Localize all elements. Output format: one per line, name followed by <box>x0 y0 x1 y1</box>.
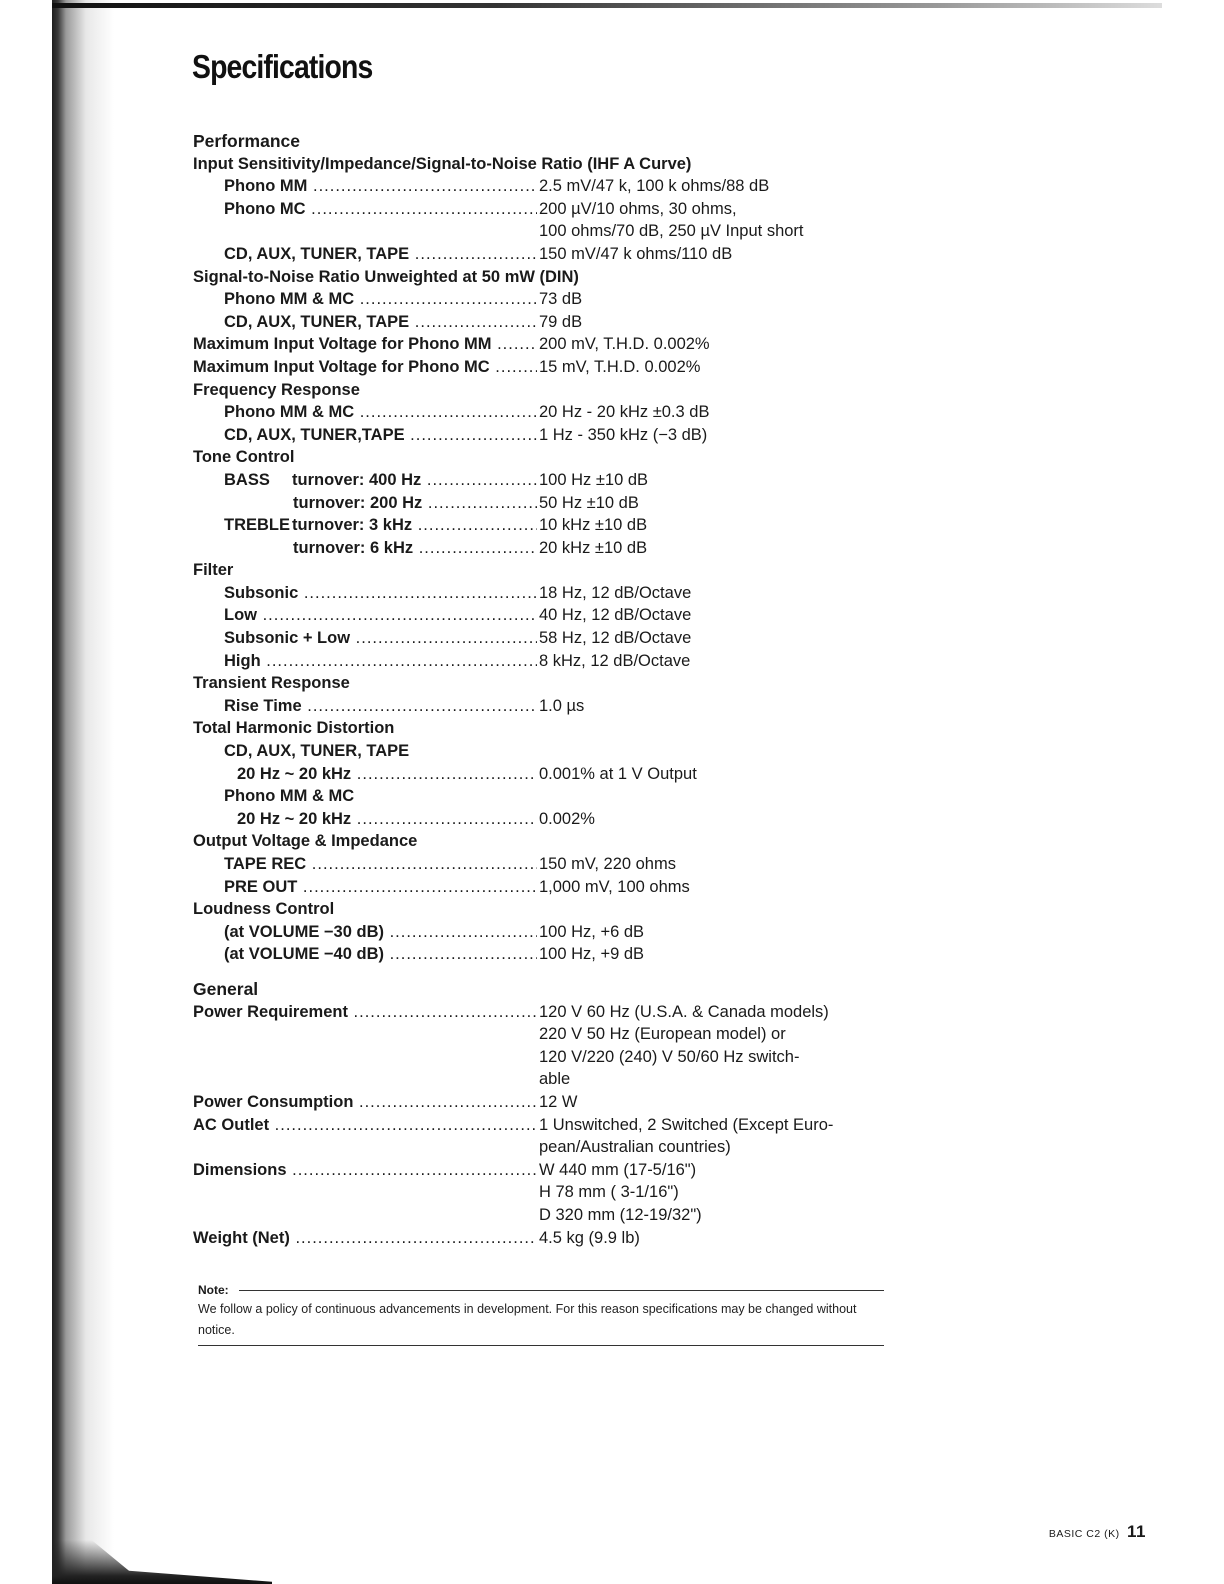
spec-label <box>224 582 537 605</box>
page-title: Specifications <box>192 48 373 85</box>
spec-label <box>224 243 537 266</box>
spec-value: 4.5 kg (9.9 lb) <box>539 1228 640 1247</box>
spec-value: H 78 mm ( 3-1/16") <box>539 1183 679 1202</box>
spec-row <box>193 582 893 605</box>
spec-label-text: High <box>224 651 261 670</box>
note-block <box>198 1283 884 1346</box>
note-rule <box>239 1290 884 1291</box>
spec-row-continuation <box>193 1204 893 1227</box>
spec-group-heading <box>193 672 893 695</box>
spec-row <box>193 853 893 876</box>
spec-value: W 440 mm (17-5/16") <box>539 1160 697 1179</box>
spec-label <box>237 763 537 786</box>
spec-label <box>224 288 537 311</box>
spec-group-label: Output Voltage & Impedance <box>193 832 418 851</box>
spec-label-text: turnover: 3 kHz <box>292 516 413 535</box>
spec-label <box>224 175 537 198</box>
spec-row <box>193 469 893 492</box>
spec-row <box>193 243 893 266</box>
spec-row <box>193 627 893 650</box>
spec-group-label: Filter <box>193 561 234 580</box>
spec-label <box>224 469 537 492</box>
spec-label <box>224 514 537 537</box>
spec-group-heading <box>193 830 893 853</box>
spec-label <box>193 1159 537 1182</box>
spec-label-text: Phono MM & MC <box>224 290 355 309</box>
spec-row <box>193 876 893 899</box>
spec-group-label: Transient Response <box>193 674 350 693</box>
spec-row <box>193 175 893 198</box>
spec-label <box>224 695 537 718</box>
spec-value: 10 kHz ±10 dB <box>539 516 648 535</box>
spec-value: 1.0 µs <box>539 696 585 715</box>
spec-label-text: turnover: 400 Hz <box>292 470 422 489</box>
spec-label <box>193 333 537 356</box>
note-heading: Note: <box>198 1283 229 1297</box>
spec-label-text: turnover: 200 Hz <box>293 493 423 512</box>
spec-label <box>193 356 537 379</box>
spec-label-text: Phono MC <box>224 199 306 218</box>
model-code: BASIC C2 (K) <box>1048 1528 1120 1540</box>
spec-value: 1 Hz - 350 kHz (−3 dB) <box>539 425 708 444</box>
spec-value: 73 dB <box>539 290 583 309</box>
spec-label <box>224 198 537 221</box>
page-corner-curl <box>52 1540 272 1584</box>
spec-label-text: Subsonic + Low <box>224 629 351 648</box>
spec-value: 100 Hz, +9 dB <box>539 945 645 964</box>
spec-value: D 320 mm (12-19/32") <box>539 1205 702 1224</box>
spec-value: 200 µV/10 ohms, 30 ohms, <box>539 199 737 218</box>
spec-label <box>224 921 537 944</box>
page-number: 11 <box>1127 1522 1146 1541</box>
spec-label-text: Weight (Net) <box>193 1228 290 1247</box>
spec-value: 150 mV, 220 ohms <box>539 855 676 873</box>
spec-label-text: AC Outlet <box>193 1115 270 1134</box>
spec-label-text: TAPE REC <box>224 855 307 873</box>
spec-label-prefix: BASS <box>224 470 270 489</box>
spec-row <box>193 1114 893 1137</box>
spec-label-text: Maximum Input Voltage for Phono MM <box>193 335 492 354</box>
page-top-edge <box>52 3 1162 8</box>
spec-label <box>224 853 537 876</box>
spec-row <box>193 288 893 311</box>
spec-group-label: Phono MM & MC <box>224 787 355 806</box>
specifications-list <box>193 130 893 1249</box>
spec-row-continuation <box>193 1023 893 1046</box>
spec-value: 120 V 60 Hz (U.S.A. & Canada models) <box>539 1002 829 1021</box>
section-heading: Performance <box>193 131 300 151</box>
spec-row <box>193 401 893 424</box>
spec-label <box>224 424 537 447</box>
spec-label-text: CD, AUX, TUNER, TAPE <box>224 244 410 263</box>
page-footer <box>1049 1522 1146 1542</box>
spec-label-text: Phono MM & MC <box>224 403 355 422</box>
spec-group-label: Loudness Control <box>193 900 335 919</box>
spec-label <box>224 401 537 424</box>
spec-value: 200 mV, T.H.D. 0.002% <box>539 335 710 354</box>
spec-row-continuation <box>193 220 893 243</box>
spec-row <box>193 1159 893 1182</box>
spec-label-text: PRE OUT <box>224 877 298 896</box>
spec-label-text: Low <box>224 606 257 625</box>
spec-row <box>193 650 893 673</box>
spec-label-text: CD, AUX, TUNER,TAPE <box>224 425 405 444</box>
spec-value: 150 mV/47 k ohms/110 dB <box>539 244 733 263</box>
spec-group-heading <box>193 898 893 921</box>
spec-label <box>293 537 537 560</box>
spec-label-prefix: TREBLE <box>224 516 290 535</box>
spec-group-heading <box>193 266 893 289</box>
spec-value: 1 Unswitched, 2 Switched (Except Euro- <box>539 1115 834 1134</box>
spec-label-text: Subsonic <box>224 583 299 602</box>
spec-group-label: Total Harmonic Distortion <box>193 719 395 738</box>
spec-label-text: 20 Hz ~ 20 kHz <box>237 764 352 783</box>
spec-row <box>193 695 893 718</box>
spec-row <box>193 921 893 944</box>
spec-row <box>193 1227 893 1250</box>
spec-row-continuation <box>193 1181 893 1204</box>
spec-label <box>237 808 537 831</box>
spec-label <box>193 1091 537 1114</box>
spec-value: 0.001% at 1 V Output <box>539 764 697 783</box>
spec-group-label: Signal-to-Noise Ratio Unweighted at 50 mW (DIN) <box>193 267 579 286</box>
spec-label-text: Maximum Input Voltage for Phono MC <box>193 357 490 376</box>
spec-label <box>224 627 537 650</box>
spec-group-heading <box>193 379 893 402</box>
spec-label <box>224 311 537 334</box>
spec-label-text: Rise Time <box>224 696 302 715</box>
spec-row <box>193 763 893 786</box>
spec-label-text: turnover: 6 kHz <box>293 538 414 557</box>
spec-row <box>193 1001 893 1024</box>
spec-group-label: Frequency Response <box>193 380 360 399</box>
note-header <box>198 1283 884 1297</box>
spec-row <box>193 604 893 627</box>
spec-label-text: Power Requirement <box>193 1002 348 1021</box>
spec-group-heading <box>193 717 893 740</box>
spec-value: 0.002% <box>539 809 595 828</box>
spec-value: 15 mV, T.H.D. 0.002% <box>539 357 701 376</box>
spec-label <box>193 1001 537 1024</box>
note-text: We follow a policy of continuous advancements in development. For this reason specifications may be changed without notice. <box>198 1302 857 1337</box>
spec-group-label: CD, AUX, TUNER, TAPE <box>224 742 410 761</box>
spec-value: 1,000 mV, 100 ohms <box>539 877 690 896</box>
spec-group-heading <box>193 446 893 469</box>
spec-row <box>193 492 893 515</box>
spec-label-text: Power Consumption <box>193 1092 354 1111</box>
spec-row <box>193 943 893 966</box>
spec-label <box>193 1227 537 1250</box>
section-gap <box>193 966 893 978</box>
spec-row <box>193 1091 893 1114</box>
spec-row-continuation <box>193 1068 893 1091</box>
note-bottom-rule <box>198 1345 884 1346</box>
spec-label-text: (at VOLUME −30 dB) <box>224 922 384 941</box>
spec-group-heading <box>193 785 893 808</box>
spec-label <box>224 943 537 966</box>
spec-group-label: Tone Control <box>193 448 295 467</box>
spec-label <box>224 604 537 627</box>
spec-value: 12 W <box>539 1092 578 1111</box>
spec-value: 100 Hz, +6 dB <box>539 922 645 941</box>
spec-value: 2.5 mV/47 k, 100 k ohms/88 dB <box>539 177 770 196</box>
spec-label-text: Dimensions <box>193 1160 287 1179</box>
page-binding-edge <box>52 0 114 1584</box>
spec-value: 18 Hz, 12 dB/Octave <box>539 583 692 602</box>
spec-group-heading <box>193 559 893 582</box>
spec-row-continuation <box>193 1136 893 1159</box>
spec-label-text: CD, AUX, TUNER, TAPE <box>224 312 410 331</box>
spec-row <box>193 311 893 334</box>
spec-value: 120 V/220 (240) V 50/60 Hz switch- <box>539 1047 800 1066</box>
spec-row <box>193 514 893 537</box>
spec-row <box>193 333 893 356</box>
spec-group-heading <box>193 153 893 176</box>
spec-value: 100 ohms/70 dB, 250 µV Input short <box>539 222 804 241</box>
section-heading: General <box>193 978 259 999</box>
spec-value: 20 Hz - 20 kHz ±0.3 dB <box>539 403 710 422</box>
spec-row <box>193 356 893 379</box>
spec-label <box>293 492 537 515</box>
spec-label <box>224 650 537 673</box>
spec-row-continuation <box>193 1046 893 1069</box>
spec-label-text: 20 Hz ~ 20 kHz <box>237 809 352 828</box>
spec-value: 20 kHz ±10 dB <box>539 538 648 557</box>
spec-label <box>193 1114 537 1137</box>
spec-value: 8 kHz, 12 dB/Octave <box>539 651 691 670</box>
spec-value: 100 Hz ±10 dB <box>539 470 649 489</box>
spec-value: able <box>539 1070 571 1089</box>
spec-group-heading <box>193 740 893 763</box>
spec-row <box>193 537 893 560</box>
spec-value: pean/Australian countries) <box>539 1138 731 1157</box>
spec-group-label: Input Sensitivity/Impedance/Signal-to-Noise Ratio (IHF A Curve) <box>193 154 692 173</box>
spec-value: 50 Hz ±10 dB <box>539 493 639 512</box>
spec-label-text: Phono MM <box>224 177 308 196</box>
spec-value: 40 Hz, 12 dB/Octave <box>539 606 692 625</box>
spec-row <box>193 198 893 221</box>
spec-label-text: (at VOLUME −40 dB) <box>224 945 384 964</box>
spec-row <box>193 808 893 831</box>
spec-row <box>193 424 893 447</box>
spec-label <box>224 876 537 899</box>
spec-value: 58 Hz, 12 dB/Octave <box>539 629 692 648</box>
spec-value: 79 dB <box>539 312 583 331</box>
spec-value: 220 V 50 Hz (European model) or <box>539 1025 786 1044</box>
